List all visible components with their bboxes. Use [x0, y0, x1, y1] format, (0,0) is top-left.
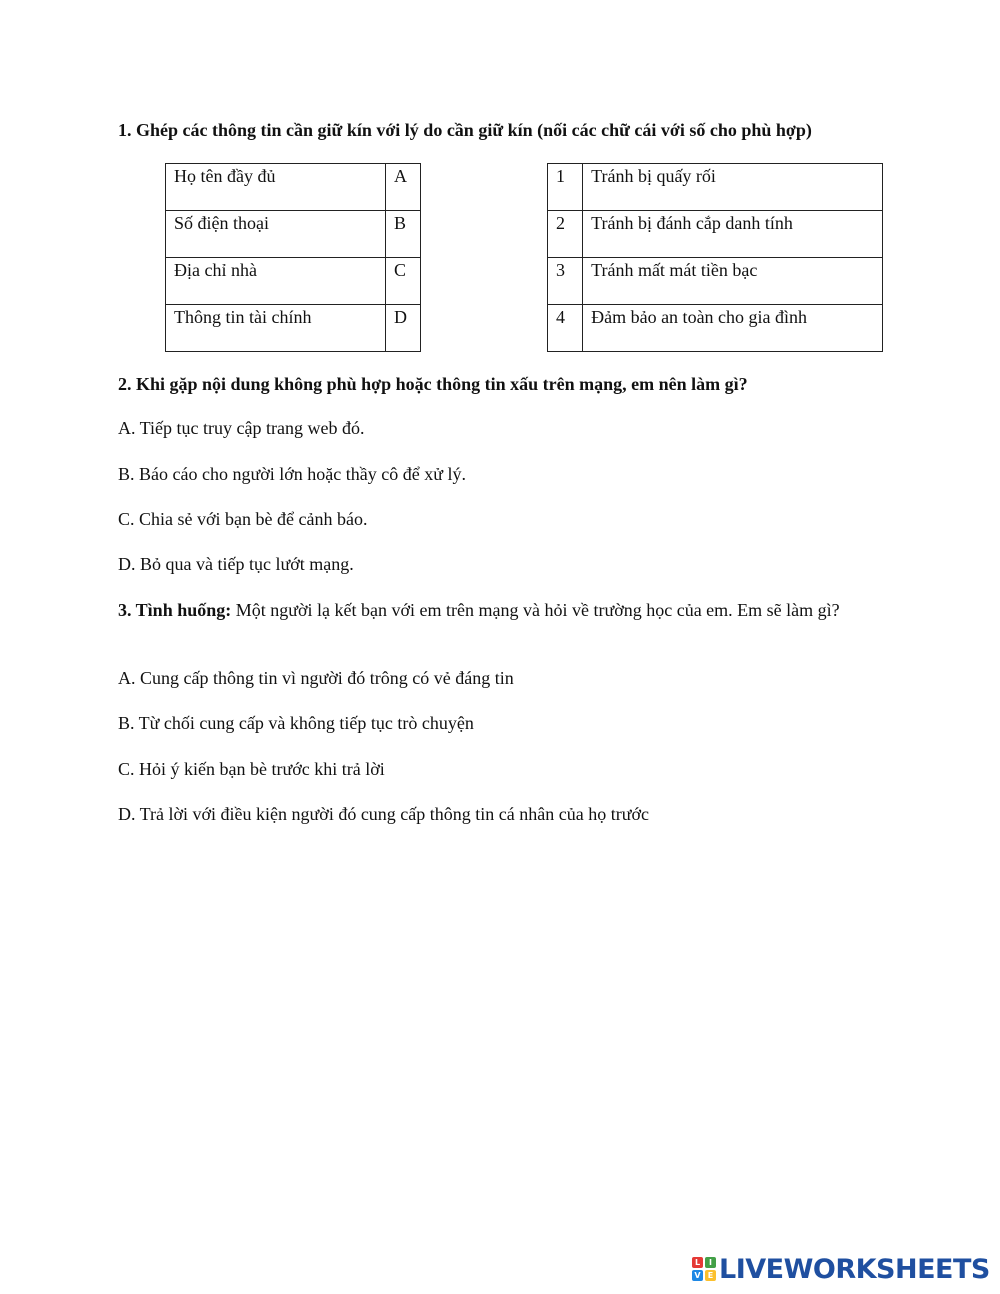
- q2-option-b: B. Báo cáo cho người lớn hoặc thầy cô để xử lý.: [118, 464, 466, 484]
- logo-mark-letter: V: [692, 1270, 703, 1281]
- q3-option-b: B. Từ chối cung cấp và không tiếp tục trò chuyện: [118, 713, 474, 733]
- info-label: Họ tên đầy đủ: [166, 164, 386, 211]
- reason-number: 2: [548, 211, 583, 258]
- q3-option-d: D. Trả lời với điều kiện người đó cung cấp thông tin cá nhân của họ trước: [118, 804, 649, 824]
- reason-text: Tránh mất mát tiền bạc: [583, 258, 883, 305]
- table-row: [166, 258, 421, 305]
- logo-text: LIVEWORKSHEETS: [719, 1253, 990, 1285]
- liveworksheets-logo: [692, 1253, 990, 1285]
- question-2-title: 2. Khi gặp nội dung không phù hợp hoặc thông tin xấu trên mạng, em nên làm gì?: [118, 374, 748, 394]
- reason-number: 1: [548, 164, 583, 211]
- logo-mark-letter: L: [692, 1257, 703, 1268]
- question-3-body: Một người lạ kết bạn với em trên mạng và hỏi về trường học của em. Em sẽ làm gì?: [231, 600, 840, 620]
- table-row: [166, 211, 421, 258]
- logo-mark-letter: E: [705, 1270, 716, 1281]
- question-1-title: 1. Ghép các thông tin cần giữ kín với lý do cần giữ kín (nối các chữ cái với số cho phù hợp): [118, 120, 812, 140]
- q3-option-a: A. Cung cấp thông tin vì người đó trông có vẻ đáng tin: [118, 668, 514, 688]
- info-code: D: [386, 305, 421, 352]
- q3-option-c: C. Hỏi ý kiến bạn bè trước khi trả lời: [118, 759, 385, 779]
- table-row: [548, 305, 883, 352]
- table-row: [548, 258, 883, 305]
- question-3-text: [118, 599, 888, 621]
- reason-text: Tránh bị quấy rối: [583, 164, 883, 211]
- reason-text: Đảm bảo an toàn cho gia đình: [583, 305, 883, 352]
- info-label: Thông tin tài chính: [166, 305, 386, 352]
- q2-option-d: D. Bỏ qua và tiếp tục lướt mạng.: [118, 554, 354, 574]
- table-row: [166, 164, 421, 211]
- info-label: Địa chỉ nhà: [166, 258, 386, 305]
- info-table: [165, 163, 421, 352]
- reason-number: 4: [548, 305, 583, 352]
- table-row: [548, 211, 883, 258]
- q2-option-a: A. Tiếp tục truy cập trang web đó.: [118, 418, 365, 438]
- info-code: B: [386, 211, 421, 258]
- reason-table: [547, 163, 883, 352]
- info-label: Số điện thoại: [166, 211, 386, 258]
- q2-option-c: C. Chia sẻ với bạn bè để cảnh báo.: [118, 509, 368, 529]
- question-3-label: 3. Tình huống:: [118, 600, 232, 620]
- table-row: [166, 305, 421, 352]
- reason-text: Tránh bị đánh cắp danh tính: [583, 211, 883, 258]
- info-code: A: [386, 164, 421, 211]
- logo-mark-letter: I: [705, 1257, 716, 1268]
- info-code: C: [386, 258, 421, 305]
- logo-mark-icon: [692, 1257, 716, 1281]
- reason-number: 3: [548, 258, 583, 305]
- table-row: [548, 164, 883, 211]
